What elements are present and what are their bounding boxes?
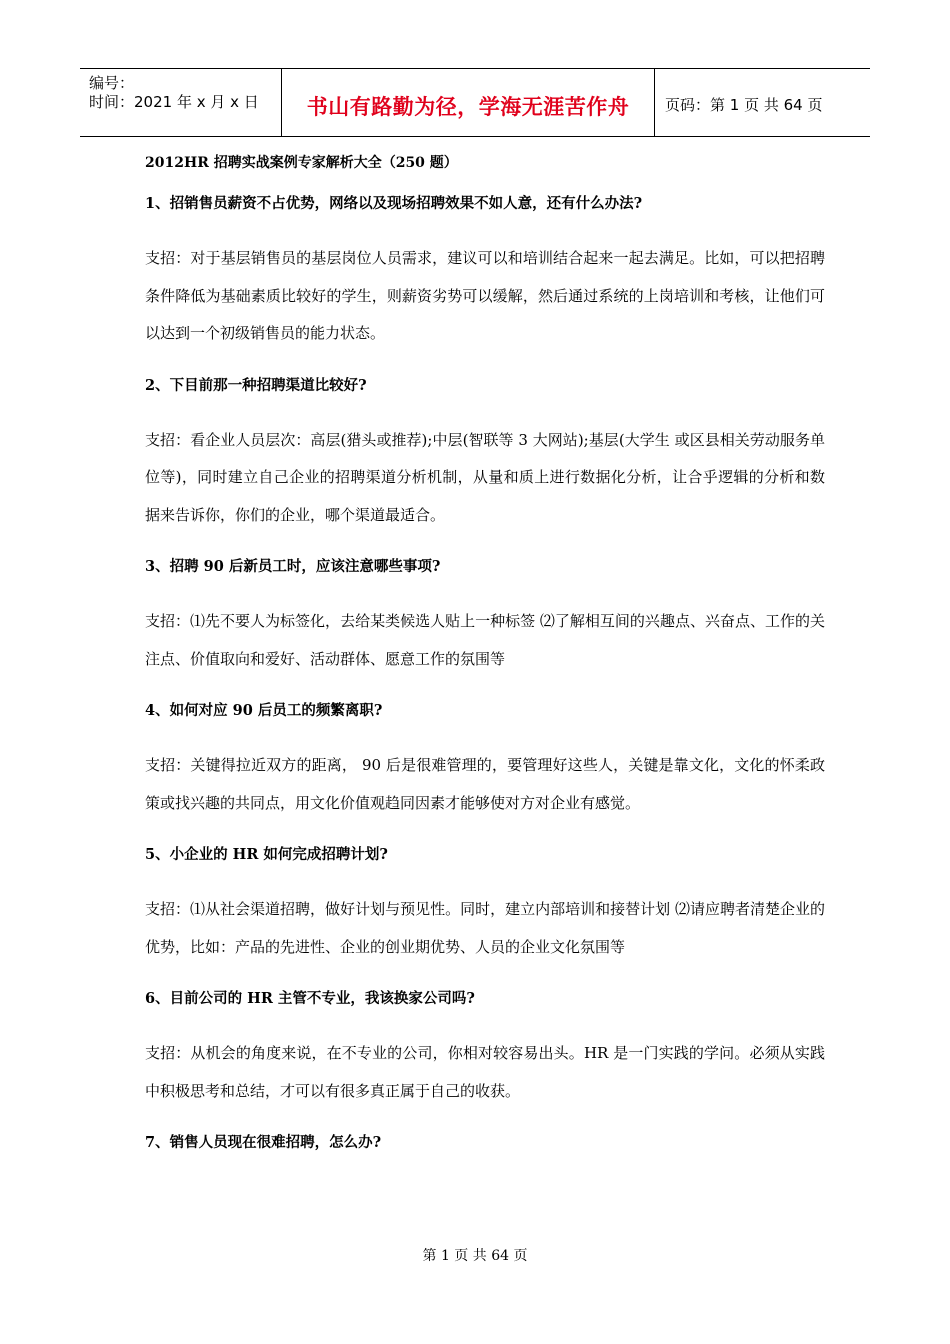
question: 2、下目前那一种招聘渠道比较好?	[145, 376, 367, 394]
motto-text: 书山有路勤为径，学海无涯苦作舟	[306, 95, 630, 119]
qa-item	[145, 1132, 825, 1154]
question: 6、目前公司的 HR 主管不专业，我该换家公司吗?	[145, 990, 475, 1007]
date-label: 时间：2021 年 x 月 x 日	[89, 93, 259, 111]
qa-item	[145, 700, 825, 822]
answer: 支招：对于基层销售员的基层岗位人员需求，建议可以和培训结合起来一起去满足。比如，可以把招聘条件降低为基础素质比较好的学生，则薪资劣势可以缓解，然后通过系统的上岗培训和考核，让他们可以达到一个初级销售员的能力状态。	[145, 249, 825, 342]
qa-item	[145, 556, 825, 678]
question: 5、小企业的 HR 如何完成招聘计划?	[145, 846, 388, 863]
document-title: 2012HR 招聘实战案例专家解析大全（250 题）	[145, 155, 458, 171]
qa-item	[145, 375, 825, 535]
qa-item	[145, 988, 825, 1110]
answer: 支招：看企业人员层次：高层(猎头或推荐);中层(智联等 3 大网站);基层(大学生 或区县相关劳动服务单位等)，同时建立自己企业的招聘渠道分析机制，从量和质上进行数据化分析，让合乎逻辑的分析和数据来告诉你，你们的企业，哪个渠道最适合。	[145, 430, 825, 524]
answer: 支招：关键得拉近双方的距离， 90 后是很难管理的，要管理好这些人，关键是靠文化，文化的怀柔政策或找兴趣的共同点，用文化价值观趋同因素才能够使对方对企业有感觉。	[145, 756, 825, 812]
answer: 支招：从机会的角度来说，在不专业的公司，你相对较容易出头。HR 是一门实践的学问。必须从实践中积极思考和总结，才可以有很多真正属于自己的收获。	[145, 1044, 825, 1100]
header-page-cell	[655, 69, 870, 136]
qa-item	[145, 193, 825, 353]
header-meta-cell	[80, 69, 282, 136]
page-footer: 第 1 页 共 64 页	[422, 1248, 528, 1264]
question: 4、如何对应 90 后员工的频繁离职?	[145, 702, 383, 719]
qa-item	[145, 844, 825, 966]
document-body	[145, 152, 825, 1179]
question: 3、招聘 90 后新员工时，应该注意哪些事项?	[145, 558, 441, 575]
answer: 支招：⑴从社会渠道招聘，做好计划与预见性。同时，建立内部培训和接替计划 ⑵请应聘者清楚企业的优势，比如：产品的先进性、企业的创业期优势、人员的企业文化氛围等	[145, 900, 825, 956]
page-code: 页码：第 1 页 共 64 页	[665, 96, 823, 114]
page-header	[80, 68, 870, 137]
question: 7、销售人员现在很难招聘，怎么办?	[145, 1134, 382, 1151]
header-motto-cell	[282, 69, 655, 136]
answer: 支招：⑴先不要人为标签化，去给某类候选人贴上一种标签 ⑵了解相互间的兴趣点、兴奋点、工作的关注点、价值取向和爱好、活动群体、愿意工作的氛围等	[145, 612, 825, 668]
number-label: 编号：	[89, 74, 135, 92]
question: 1、招销售员薪资不占优势，网络以及现场招聘效果不如人意，还有什么办法?	[145, 195, 643, 212]
